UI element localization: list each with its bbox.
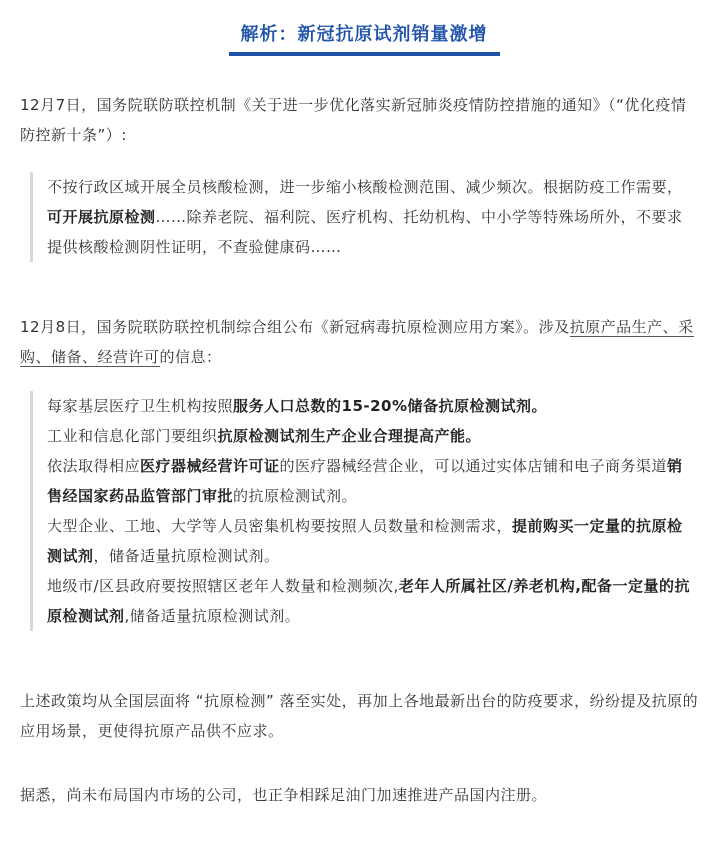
item-bold: 抗原检测试剂生产企业合理提高产能。 — [217, 427, 482, 445]
item-bold: 医疗器械经营许可证 — [140, 457, 280, 475]
list-item — [47, 511, 697, 571]
list-item — [47, 571, 697, 631]
item-text: 工业和信息化部门要组织 — [47, 427, 218, 445]
item-text: 每家基层医疗卫生机构按照 — [47, 397, 234, 415]
quote-text: 不按行政区域开展全员核酸检测，进一步缩小核酸检测范围、减少频次。根据防疫工作需要， — [47, 178, 683, 196]
list-item — [47, 451, 697, 511]
item-bold: 提前购买一定量的抗原检测试剂 — [47, 517, 683, 565]
section2-intro-text: 12月8日，国务院联防联控机制综合组公布《新冠病毒抗原检测应用方案》。涉及 — [20, 318, 570, 336]
section2-intro-underlined: 抗原产品生产、采购、储备、经营许可 — [20, 318, 694, 366]
item-text: ，储备适量抗原检测试剂。 — [93, 547, 280, 565]
quote-block-1 — [30, 172, 697, 262]
list-item — [47, 391, 697, 421]
page-title: 解析：新冠抗原试剂销量激增 — [229, 20, 500, 56]
quote-bold-text: 可开展抗原检测 — [47, 208, 156, 226]
item-text: 依法取得相应 — [47, 457, 141, 475]
section2-intro — [20, 312, 700, 372]
item-text: 的医疗器械经营企业，可以通过实体店铺和电子商务渠道 — [279, 457, 668, 475]
quote-block-2 — [30, 391, 697, 631]
item-text: 的抗原检测试剂。 — [233, 487, 358, 505]
item-bold: 销售经国家药品监管部门审批 — [47, 457, 683, 505]
header — [0, 20, 728, 56]
item-bold: 服务人口总数的15-20%储备抗原检测试剂。 — [233, 397, 548, 415]
item-text: 地级市/区县政府要按照辖区老年人数量和检测频次, — [47, 577, 399, 595]
section1-intro: 12月7日，国务院联防联控机制《关于进一步优化落实新冠肺炎疫情防控措施的通知》（“优化疫情防控新十条”）: — [20, 96, 687, 144]
paragraph-3: 上述政策均从全国层面将 “抗原检测” 落至实处，再加上各地最新出台的防疫要求，纷纷提及抗原的应用场景，更使得抗原产品供不应求。 — [20, 692, 699, 740]
paragraph-4: 据悉，尚未布局国内市场的公司，也正争相踩足油门加速推进产品国内注册。 — [20, 786, 548, 804]
section2-intro-text-end: 的信息： — [159, 348, 222, 366]
quote-text: ……除养老院、福利院、医疗机构、托幼机构、中小学等特殊场所外，不要求提供核酸检测阴性证明，不查验健康码…… — [47, 208, 683, 256]
item-text: 大型企业、工地、大学等人员密集机构要按照人员数量和检测需求， — [47, 517, 513, 535]
list-item — [47, 421, 697, 451]
item-text: ,储备适量抗原检测试剂。 — [124, 607, 301, 625]
item-bold: 老年人所属社区/养老机构,配备一定量的抗原检测试剂 — [47, 577, 691, 625]
quote-paragraph — [47, 172, 697, 262]
